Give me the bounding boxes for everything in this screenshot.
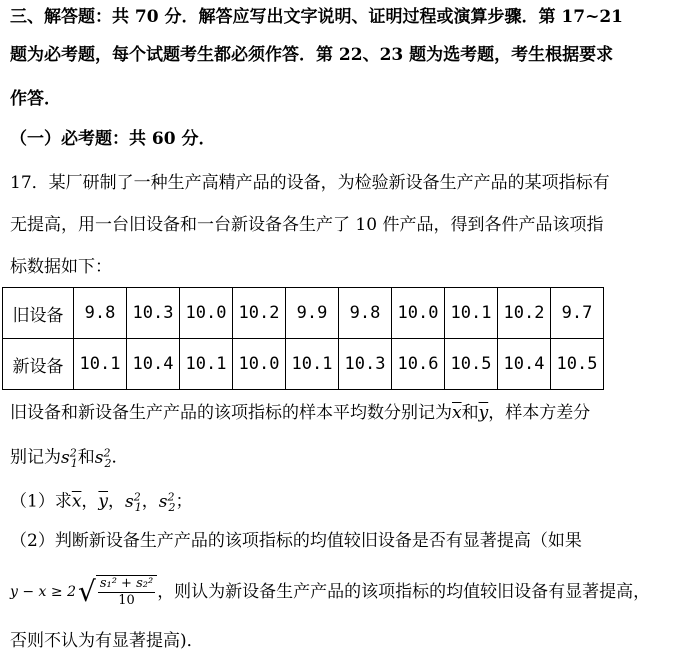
old-value: 9.9: [286, 288, 339, 339]
old-value: 10.2: [498, 288, 551, 339]
new-value: 10.4: [127, 339, 180, 390]
sub-heading-required: （一）必考题：共 60 分．: [10, 129, 216, 149]
formula-numerator: s₁² + s₂²: [99, 576, 154, 591]
formula-lhs: y − x ≥ 2: [10, 584, 76, 600]
problem-17-line2: 无提高，用一台旧设备和一台新设备各生产了 10 件产品，得到各件产品该项指: [10, 215, 604, 235]
sqrt-expression: [78, 575, 157, 609]
question-2-line1: （2）判断新设备生产产品的该项指标的均值较旧设备是否有显著提高（如果: [10, 531, 582, 551]
sample-variance-text: ，样本方差分: [488, 403, 591, 423]
new-value: 10.5: [445, 339, 498, 390]
old-value: 10.0: [392, 288, 445, 339]
new-value: 10.4: [498, 339, 551, 390]
equipment-data-table: [2, 287, 604, 390]
q1-s2-squared: $s^2_2$: [158, 490, 176, 515]
problem-17-line1: 17．某厂研制了一种生产高精产品的设备，为检验新设备生产产品的某项指标有: [10, 173, 610, 193]
x-bar-symbol: $\overline{x}$: [452, 403, 462, 423]
old-value: 10.2: [233, 288, 286, 339]
old-value: 10.1: [445, 288, 498, 339]
new-value: 10.0: [233, 339, 286, 390]
old-value: 10.3: [127, 288, 180, 339]
question-2-line2-text: ，则认为新设备生产产品的该项指标的均值较旧设备有显著提高，: [157, 582, 651, 602]
new-value: 10.1: [180, 339, 233, 390]
significance-formula: [10, 572, 157, 612]
and-text-2: 和: [77, 447, 95, 468]
period-text: ．: [111, 447, 129, 468]
old-value: 9.8: [339, 288, 392, 339]
question-1-label: （1）求: [10, 491, 72, 512]
y-bar-symbol: $\overline{y}$: [478, 403, 489, 423]
question-2-line3: 否则不认为有显著提高)．: [10, 631, 204, 651]
section-heading-line3: 作答．: [10, 89, 61, 109]
table-row-old: [3, 288, 604, 339]
old-equipment-label: 旧设备: [3, 288, 74, 339]
s2-squared-symbol: $s^2_2$: [94, 446, 112, 471]
formula-denominator: 10: [118, 593, 135, 608]
table-row-new: [3, 339, 604, 390]
s1-squared-symbol: $s^2_1$: [61, 446, 78, 471]
sqrt-sign-icon: √: [77, 575, 96, 608]
old-value: 9.7: [551, 288, 604, 339]
and-text: 和: [461, 403, 479, 423]
question-2-line2: [10, 572, 650, 612]
q1-y-bar: $\overline{y}$: [98, 491, 109, 512]
new-value: 10.1: [74, 339, 127, 390]
q1-x-bar: $\overline{x}$: [71, 491, 82, 512]
new-value: 10.6: [392, 339, 445, 390]
problem-17-line3: 标数据如下：: [10, 257, 112, 277]
variance-notation-sentence: [10, 440, 128, 477]
new-equipment-label: 新设备: [3, 339, 74, 390]
question-1: （1）求$\overline{x}$，$\overline{y}$，$s^2_1$，$s^2_2$；: [10, 490, 193, 515]
q1-s1-squared: $s^2_1$: [125, 490, 142, 515]
old-value: 9.8: [74, 288, 127, 339]
denote-text: 别记为: [10, 447, 61, 468]
sample-mean-sentence: [10, 400, 590, 426]
new-value: 10.3: [339, 339, 392, 390]
formula-fraction: [96, 575, 157, 609]
new-value: 10.1: [286, 339, 339, 390]
section-heading-line1: 三、解答题：共 70 分．解答应写出文字说明、证明过程或演算步骤．第 17~21: [10, 7, 623, 27]
old-value: 10.0: [180, 288, 233, 339]
section-heading-line2: 题为必考题，每个试题考生都必须作答．第 22、23 题为选考题，考生根据要求: [10, 45, 614, 65]
new-value: 10.5: [551, 339, 604, 390]
sample-mean-text: 旧设备和新设备生产产品的该项指标的样本平均数分别记为: [10, 403, 452, 423]
